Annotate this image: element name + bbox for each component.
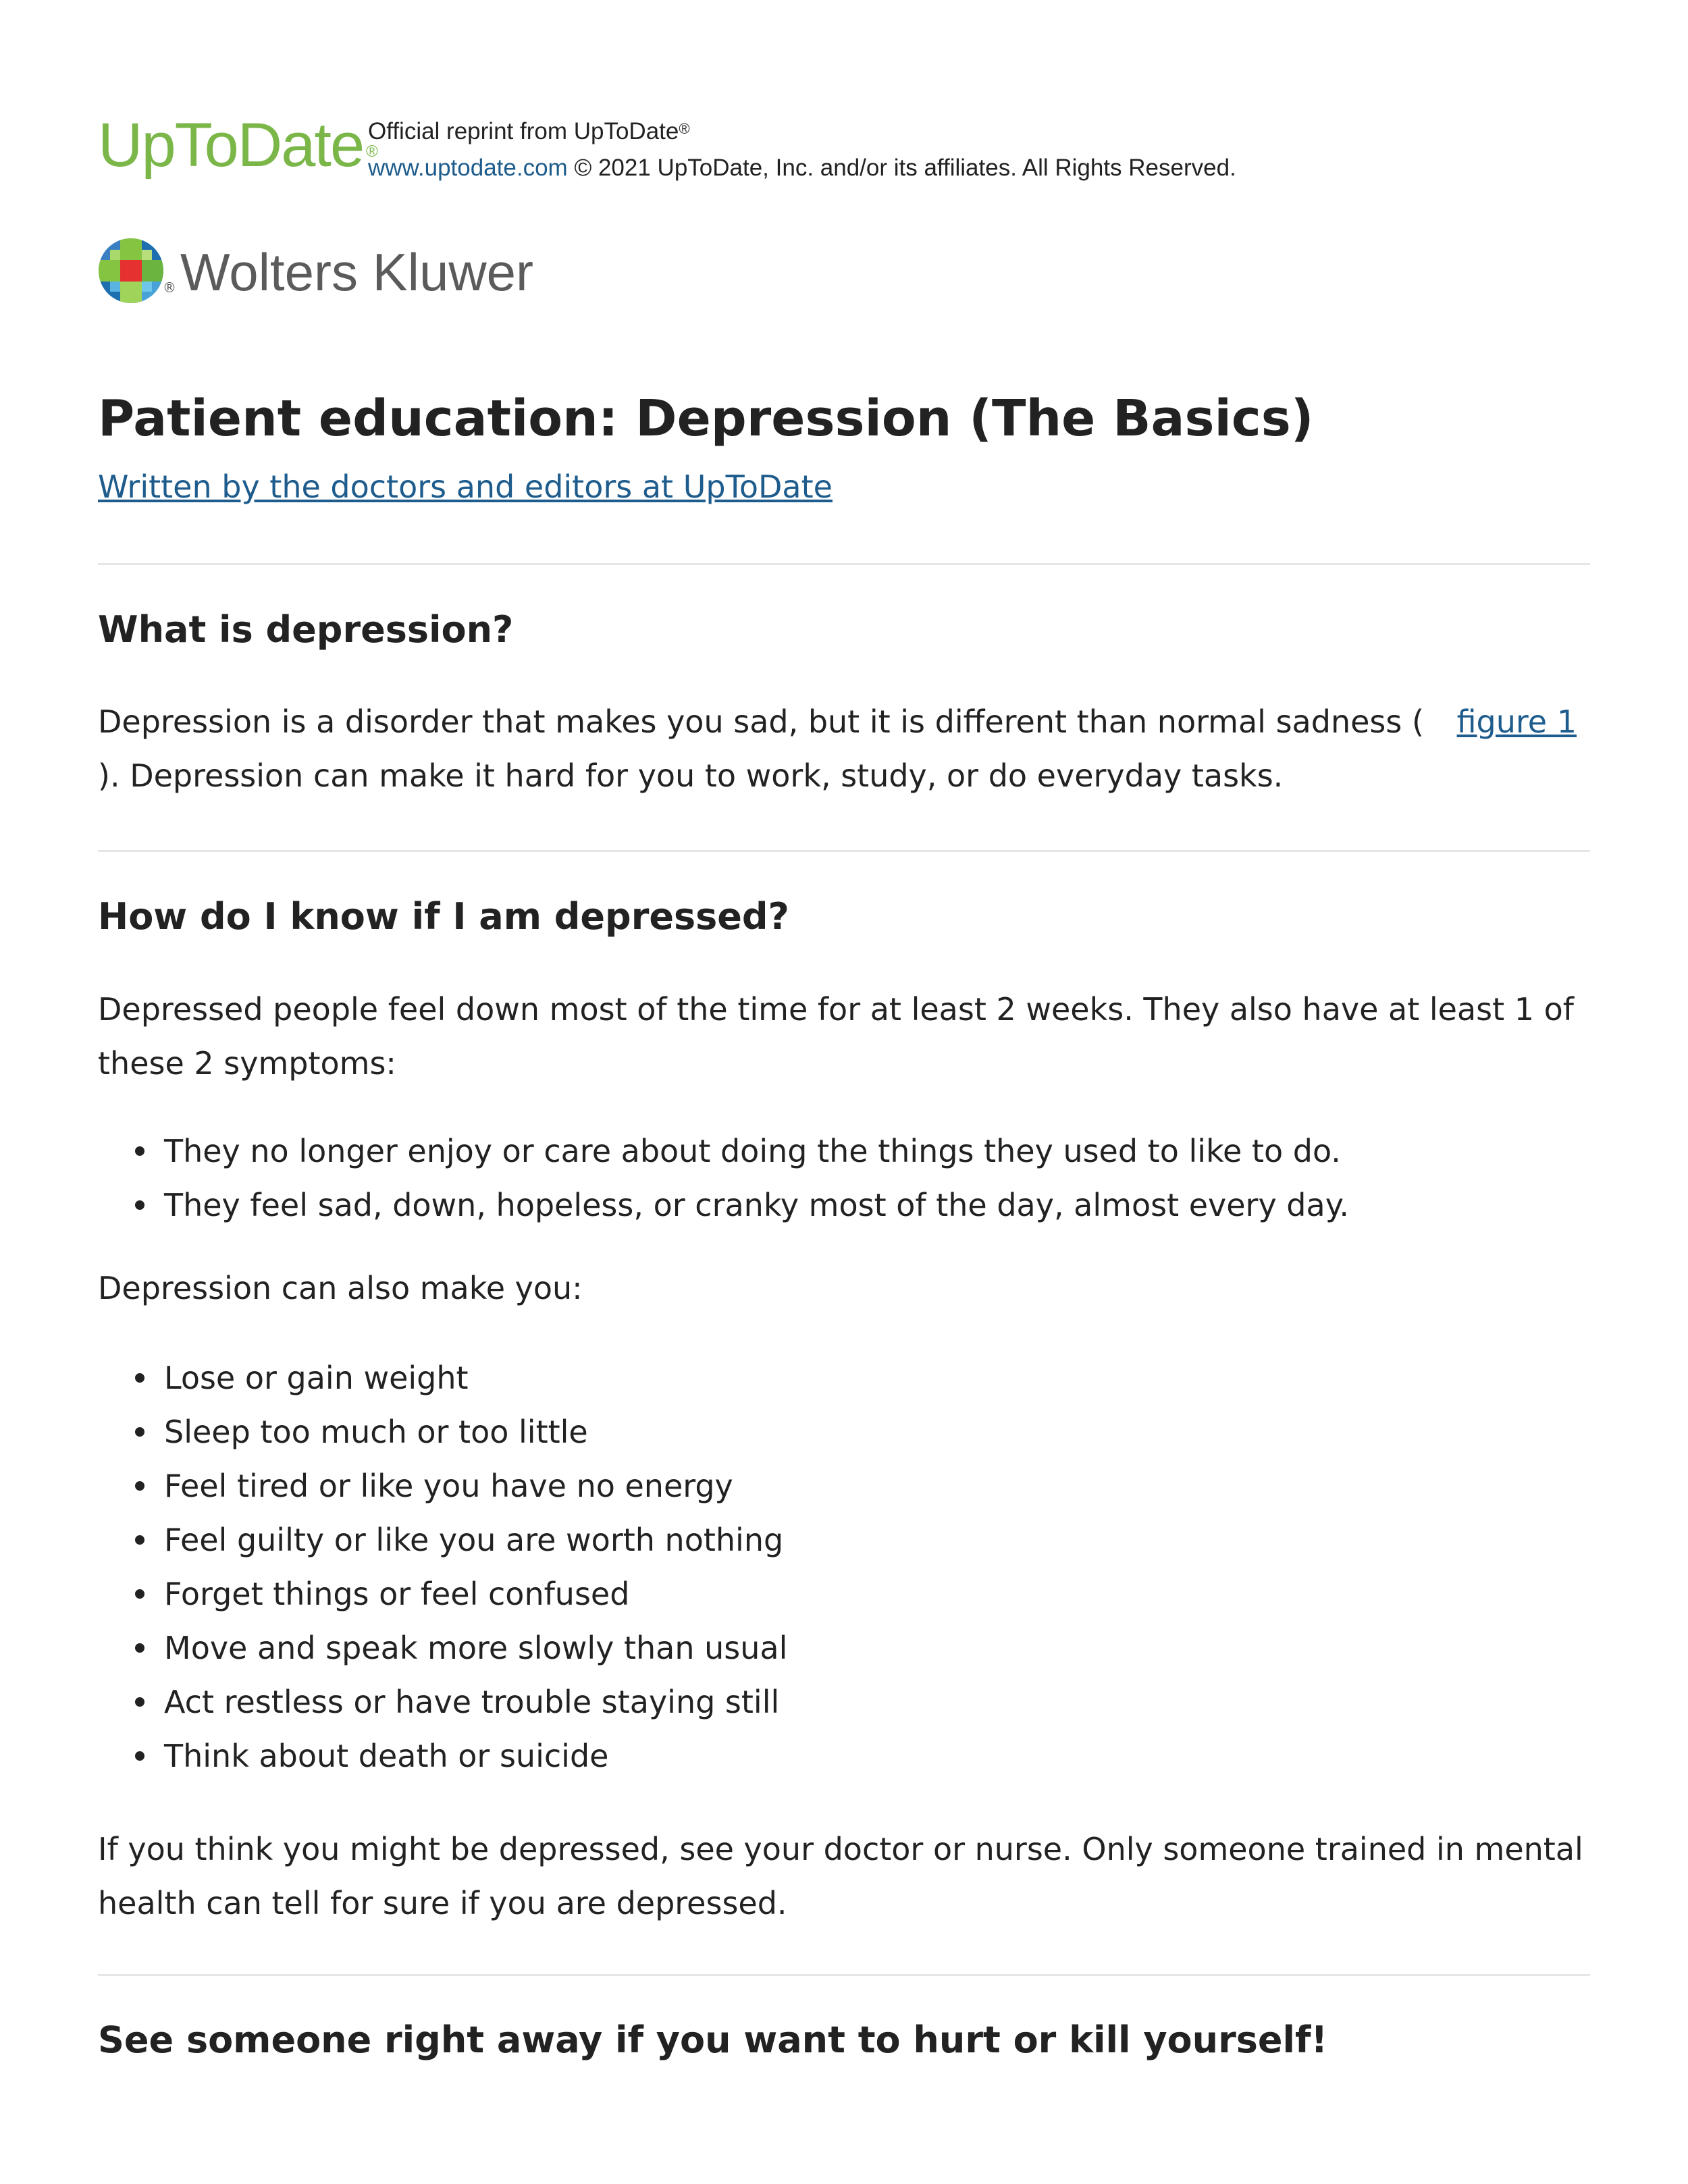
list-item: Act restless or have trouble staying still <box>98 1675 1590 1729</box>
divider <box>98 1974 1590 1976</box>
site-link[interactable]: www.uptodate.com <box>368 155 568 181</box>
paragraph-line <box>98 695 1590 749</box>
list-item: Think about death or suicide <box>98 1729 1590 1783</box>
page-title: Patient education: Depression (The Basics) <box>98 390 1314 448</box>
list-item: Sleep too much or too little <box>98 1405 1590 1459</box>
core-symptoms-list <box>98 1124 1590 1232</box>
uptodate-logo-text: UpToDate <box>98 111 364 180</box>
publisher-reg: ® <box>163 279 176 296</box>
copyright-text: © 2021 UpToDate, Inc. and/or its affiliates. All Rights Reserved. <box>567 155 1236 181</box>
uptodate-logo <box>98 108 377 182</box>
reprint-reg: ® <box>679 120 690 137</box>
list-item: Lose or gain weight <box>98 1351 1590 1405</box>
also-intro-paragraph: Depression can also make you: <box>98 1270 583 1306</box>
brand-header <box>98 108 1590 182</box>
figure-1-link[interactable]: figure 1 <box>1456 703 1577 740</box>
what-text-line1: Depression is a disorder that makes you sad, but it is different than normal sadness ( <box>98 703 1424 740</box>
divider <box>98 563 1590 565</box>
byline-link[interactable]: Written by the doctors and editors at UpToDate <box>98 469 833 505</box>
reprint-line <box>368 113 1236 150</box>
closing-paragraph: If you think you might be depressed, see your doctor or nurse. Only someone trained in mental health can tell for sure if you are depressed. <box>98 1831 1583 1921</box>
copyright-line <box>368 150 1236 186</box>
what-text-line2: ). Depression can make it hard for you to work, study, or do everyday tasks. <box>98 757 1284 794</box>
section-heading-what-is-depression: What is depression? <box>98 608 514 651</box>
list-item: They feel sad, down, hopeless, or cranky most of the day, almost every day. <box>98 1178 1590 1232</box>
section-heading-how-do-i-know: How do I know if I am depressed? <box>98 895 789 938</box>
publisher-name: Wolters Kluwer <box>180 242 534 302</box>
list-item: Move and speak more slowly than usual <box>98 1621 1590 1675</box>
wolters-kluwer-globe-icon <box>98 238 164 304</box>
uptodate-logo-reg: ® <box>366 142 377 161</box>
list-item: Feel tired or like you have no energy <box>98 1459 1590 1513</box>
divider <box>98 850 1590 852</box>
know-intro-paragraph: Depressed people feel down most of the time for at least 2 weeks. They also have at least 1 of these 2 symptoms: <box>98 991 1574 1082</box>
other-symptoms-list <box>98 1351 1590 1783</box>
list-item: Forget things or feel confused <box>98 1567 1590 1621</box>
reprint-notice <box>368 113 1236 186</box>
what-is-depression-paragraph <box>98 695 1590 803</box>
section-heading-see-someone-right-away: See someone right away if you want to hurt or kill yourself! <box>98 2019 1328 2061</box>
list-item: They no longer enjoy or care about doing the things they used to like to do. <box>98 1124 1590 1178</box>
reprint-text: Official reprint from UpToDate <box>368 118 679 144</box>
list-item: Feel guilty or like you are worth nothing <box>98 1513 1590 1567</box>
